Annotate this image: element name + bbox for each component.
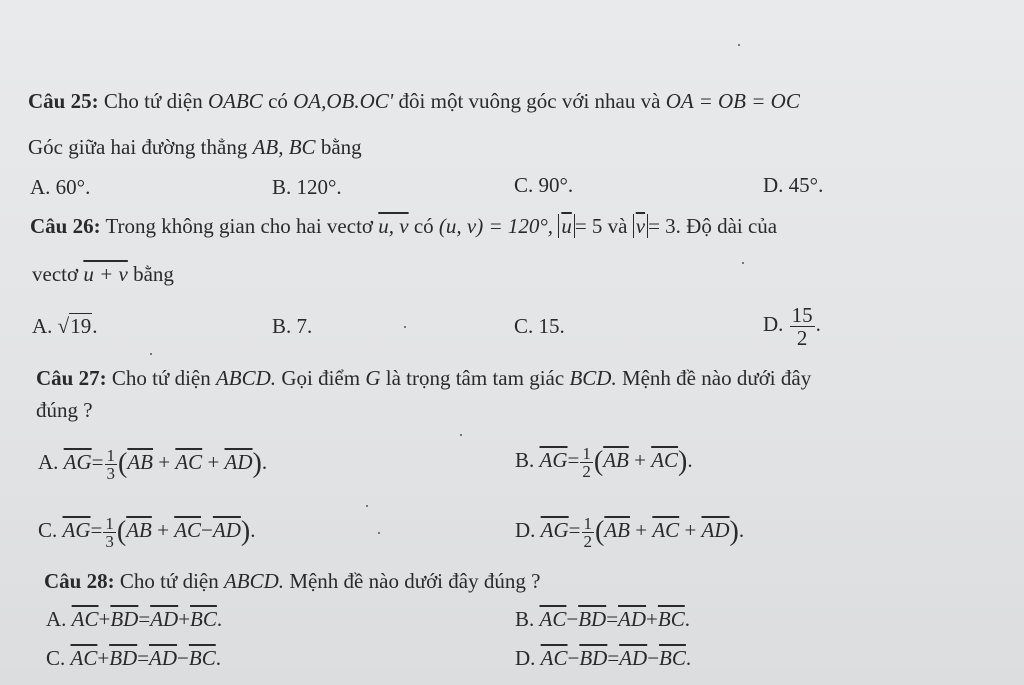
- q26-option-b: B. 7.: [272, 314, 313, 338]
- q27-c-op1: +: [157, 518, 169, 542]
- q26-line2a: vectơ: [32, 262, 79, 286]
- q27-c-den: 3: [105, 531, 114, 551]
- q27-a-eq: =: [91, 450, 104, 474]
- q28-label: Câu 28:: [44, 569, 115, 593]
- q25-cond: OA = OB = OC: [665, 89, 800, 113]
- q27-obj: ABCD.: [215, 366, 277, 390]
- q27-c-eq: =: [90, 518, 103, 542]
- q25-line2b: AB, BC: [252, 135, 316, 159]
- paper-speck: [366, 505, 368, 507]
- q27-d-label: D.: [515, 518, 536, 542]
- q27-option-c: C. $\overline{AG}=$ $\frac{1}{3}$ $(\overline{AB} + \overline{AC}-\overline{AD})$.: [38, 513, 256, 551]
- q27-d-v2: $\overline{AC}$: [652, 518, 680, 542]
- q27-b-frac: [580, 445, 593, 480]
- q27-b-den: 2: [582, 461, 591, 481]
- q28-b-op2: +: [646, 607, 658, 631]
- q25-line2c: bằng: [320, 135, 362, 159]
- q28-c-v3: $\overline{AD}$: [149, 646, 178, 670]
- q26-d-end: .: [815, 312, 821, 336]
- q27-option-d: D. $\overline{AG}=$ $\frac{1}{2}$ $(\overline{AB} + \overline{AC} + \overline{AD})$.: [515, 513, 745, 551]
- q26-u-name: $\overline{u}$: [561, 214, 572, 238]
- q28-d-end: .: [685, 646, 692, 670]
- q27-d-op1: +: [635, 518, 648, 542]
- q26-label: Câu 26:: [30, 214, 101, 238]
- q26-angle: (u, v) = 120°,: [438, 214, 554, 238]
- q28-a-v4: $\overline{BC}$: [190, 607, 217, 631]
- q27-c-frac: [103, 515, 116, 550]
- q27-d-eq: =: [568, 518, 581, 542]
- q27-a-v2: $\overline{AC}$: [175, 450, 203, 474]
- q27-a-frac: [105, 447, 118, 482]
- q27-g: G: [365, 366, 381, 390]
- q27-d-op2: +: [684, 518, 697, 542]
- q27-b-num: 1: [582, 443, 591, 463]
- q28-d-op1: −: [567, 646, 580, 670]
- q27-c-v3: $\overline{AD}$: [212, 518, 241, 542]
- q28-b-v2: $\overline{BD}$: [578, 607, 607, 631]
- q28-d-v3: $\overline{AD}$: [619, 646, 648, 670]
- q26-option-a: [32, 313, 97, 339]
- q27-a-v1: $\overline{AB}$: [127, 450, 153, 474]
- q28-d-v1: $\overline{AC}$: [540, 646, 568, 670]
- q28-a-v3: $\overline{AD}$: [150, 607, 179, 631]
- q26-d-label: D.: [763, 312, 784, 336]
- paper-speck: [742, 262, 744, 264]
- paper-speck: [378, 532, 380, 534]
- q28-a-v2: $\overline{BD}$: [110, 607, 139, 631]
- q27-b-v1: $\overline{AB}$: [603, 448, 629, 472]
- q28-text1: Cho tứ diện: [119, 569, 219, 593]
- q28-a-op1: +: [98, 607, 111, 631]
- q28-a-label: A.: [46, 607, 67, 631]
- q26-d-fraction: [790, 304, 815, 349]
- q26-d-den: 2: [796, 325, 808, 350]
- q28-text2: Mệnh đề nào dưới đây đúng ?: [289, 569, 541, 593]
- q28-c-v1: $\overline{AC}$: [70, 646, 98, 670]
- q25-option-c: C. 90°.: [514, 173, 574, 197]
- q26-u-len: = 5: [574, 214, 603, 238]
- q28-d-v2: $\overline{BD}$: [579, 646, 608, 670]
- sqrt-symbol: √19: [57, 314, 92, 338]
- q27-c-v2: $\overline{AC}$: [174, 518, 202, 542]
- q26-text2: có: [413, 214, 434, 238]
- q28-a-eq: =: [138, 607, 151, 631]
- q28-a-v1: $\overline{AC}$: [71, 607, 99, 631]
- q26-line2: [32, 261, 174, 287]
- q26-option-c: C. 15.: [514, 314, 565, 338]
- q28-option-a: [46, 606, 222, 632]
- q27-b-eq: =: [567, 448, 580, 472]
- q27-c-label: C.: [38, 518, 58, 542]
- q27-a-num: 1: [106, 445, 116, 465]
- q25-line2a: Góc giữa hai đường thẳng: [28, 135, 248, 159]
- q28-b-end: .: [684, 607, 690, 631]
- q28-option-c: [46, 645, 221, 671]
- q27-b-lhs: $\overline{AG}$: [539, 448, 568, 472]
- q26-a-radicand: 19: [70, 314, 92, 338]
- q26-line2b: u + v: [83, 262, 128, 286]
- q27-line2: đúng ?: [36, 398, 93, 422]
- q25-option-d: D. 45°.: [763, 173, 824, 197]
- q25-option-b: B. 120°.: [272, 175, 342, 199]
- q27-text4: Mệnh đề nào dưới đây: [621, 366, 812, 390]
- q27-a-v3: $\overline{AD}$: [224, 450, 253, 474]
- paper-speck: [460, 434, 462, 436]
- paper-speck: [150, 353, 152, 355]
- q28-obj: ABCD.: [223, 569, 285, 593]
- q26-v-name: $\overline{v}$: [635, 214, 646, 238]
- q28-line1: [44, 568, 540, 594]
- q28-option-d: [515, 645, 691, 671]
- q25-line2: [28, 134, 362, 160]
- q27-tri: BCD.: [569, 366, 617, 390]
- q27-a-end: .: [261, 450, 268, 474]
- q25-text3: đôi một vuông góc với nhau và: [398, 89, 661, 113]
- q28-a-op2: +: [178, 607, 191, 631]
- q26-d-num: 15: [791, 302, 813, 327]
- q28-c-v2: $\overline{BD}$: [109, 646, 138, 670]
- q27-text1: Cho tứ diện: [111, 366, 211, 390]
- q27-label: Câu 27:: [36, 366, 107, 390]
- q28-b-v4: $\overline{BC}$: [657, 607, 685, 631]
- paper-speck: [404, 326, 406, 328]
- q27-d-end: .: [738, 518, 745, 542]
- q28-c-v4: $\overline{BC}$: [188, 646, 216, 670]
- q26-option-d: [763, 294, 821, 354]
- q27-c-end: .: [250, 518, 256, 542]
- q25-obj: OABC: [207, 89, 263, 113]
- q27-text3: là trọng tâm tam giác: [385, 366, 565, 390]
- q27-d-num: 1: [583, 513, 593, 533]
- q26-a-label: A.: [32, 314, 53, 338]
- q28-b-v3: $\overline{AD}$: [618, 607, 647, 631]
- q25-edges: OA,OB.OC': [293, 89, 394, 113]
- q28-c-label: C.: [46, 646, 66, 670]
- q28-c-op2: −: [177, 646, 189, 670]
- q27-d-v3: $\overline{AD}$: [701, 518, 730, 542]
- q27-b-label: B.: [515, 448, 535, 472]
- q28-option-b: [515, 606, 690, 632]
- q27-d-lhs: $\overline{AG}$: [540, 518, 569, 542]
- q28-a-end: .: [216, 607, 223, 631]
- q27-d-frac: [582, 515, 595, 550]
- q27-a-label: A.: [38, 450, 59, 474]
- q27-b-v2: $\overline{AC}$: [651, 448, 679, 472]
- q27-c-op2: −: [201, 518, 213, 542]
- q27-line1: [36, 365, 811, 391]
- q25-text1: Cho tứ diện: [103, 89, 203, 113]
- q28-d-label: D.: [515, 646, 536, 670]
- q25-line1: [28, 88, 800, 114]
- q27-b-op1: +: [634, 448, 646, 472]
- q27-a-lhs: $\overline{AG}$: [63, 450, 92, 474]
- q28-c-op1: +: [97, 646, 110, 670]
- q28-c-end: .: [215, 646, 221, 670]
- q27-c-num: 1: [105, 513, 114, 533]
- q27-a-op1: +: [158, 450, 171, 474]
- q28-d-v4: $\overline{BC}$: [659, 646, 686, 670]
- q27-option-a: A. $\overline{AG}=$ $\frac{1}{3}$ $(\overline{AB} + \overline{AC} + \overline{AD})$.: [38, 445, 268, 483]
- q26-line2c: bằng: [133, 262, 174, 286]
- q27-d-v1: $\overline{AB}$: [604, 518, 630, 542]
- q28-b-label: B.: [515, 607, 535, 631]
- q28-b-v1: $\overline{AC}$: [539, 607, 567, 631]
- q27-text2: Gọi điểm: [281, 366, 361, 390]
- q25-label: Câu 25:: [28, 89, 99, 113]
- q28-c-eq: =: [137, 646, 150, 670]
- q26-text1: Trong không gian cho hai vectơ: [105, 214, 374, 238]
- q27-a-op2: +: [207, 450, 220, 474]
- q27-b-end: .: [687, 448, 693, 472]
- paper-speck: [738, 44, 740, 46]
- q26-v-len: = 3.: [648, 214, 681, 238]
- q27-d-den: 2: [583, 531, 593, 551]
- q28-d-eq: =: [607, 646, 620, 670]
- q25-text2: có: [268, 89, 288, 113]
- q28-b-op1: −: [566, 607, 579, 631]
- q26-text4: Độ dài của: [686, 214, 778, 238]
- q27-c-lhs: $\overline{AG}$: [62, 518, 91, 542]
- q28-d-op2: −: [647, 646, 660, 670]
- q26-vecs: u, v: [378, 214, 409, 238]
- q27-a-den: 3: [106, 463, 116, 483]
- q26-a-end: .: [92, 314, 98, 338]
- q25-option-a: A. 60°.: [30, 175, 91, 199]
- q27-option-b: B. $\overline{AG}=$ $\frac{1}{2}$ $(\overline{AB} + \overline{AC})$.: [515, 443, 693, 481]
- q28-b-eq: =: [606, 607, 619, 631]
- q26-line1: [30, 213, 777, 239]
- q27-c-v1: $\overline{AB}$: [126, 518, 152, 542]
- q26-text3: và: [607, 214, 628, 238]
